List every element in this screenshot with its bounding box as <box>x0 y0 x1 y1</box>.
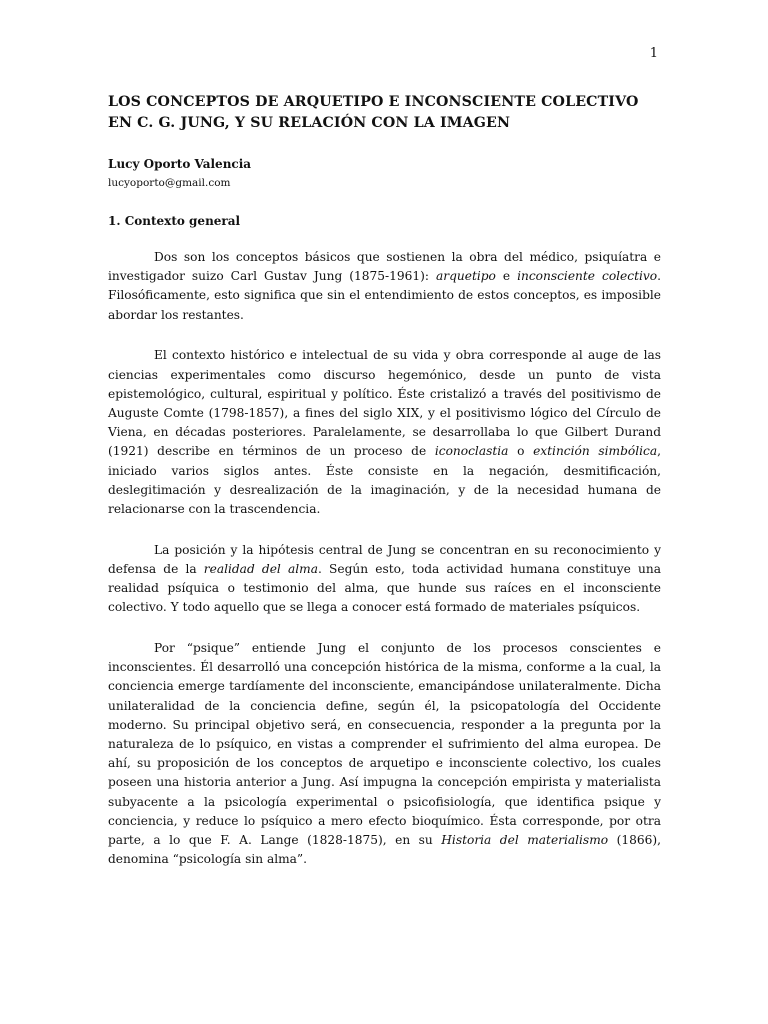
paragraph-4: Por “psique” entiende Jung el conjunto de los procesos conscientes e inconscientes. Él desarrolló una concepción histórica de la misma, conforme a la cual, la conciencia emerge tardíamente del inconsciente, emancipándose unilateralmente. Dicha unilateralidad de la conciencia define, según él, la psicopatología del Occidente moderno. Su principal objetivo será, en consecuencia, responder a la pregunta por la naturaleza de lo psíquico, en vistas a comprender el sufrimiento del alma europea. De ahí, su proposición de los conceptos de arquetipo e inconsciente colectivo, los cuales poseen una historia anterior a Jung. Así impugna la concepción empirista y materialista subyacente a la psicología experimental o psicofisiología, que identifica psique y conciencia, y reduce lo psíquico a mero efecto bioquímico. Ésta corresponde, por otra parte, a lo que F. A. Lange (1828-1875), en su Historia del materialismo (1866), denomina “psicología sin alma”. <box>108 640 661 867</box>
emphasis-iconoclastia: iconoclastia <box>434 444 509 459</box>
author-email: lucyoporto@gmail.com <box>108 177 231 189</box>
document-title: LOS CONCEPTOS DE ARQUETIPO E INCONSCIENTE COLECTIVO EN C. G. JUNG, Y SU RELACIÓN CON LA IMAGEN <box>108 94 639 131</box>
emphasis-historia-del-materialismo: Historia del materialismo <box>441 832 609 847</box>
author-name: Lucy Oporto Valencia <box>108 157 252 171</box>
paragraph-2: El contexto histórico e intelectual de su vida y obra corresponde al auge de las ciencias experimentales como discurso hegemónico, desde un punto de vista epistemológico, cultural, espiritual y político. Éste cristalizó a través del positivismo de Auguste Comte (1798-1857), a fines del siglo XIX, y el positivismo lógico del Círculo de Viena, en décadas posteriores. Paralelamente, se desarrollaba lo que Gilbert Durand (1921) describe en términos de un proceso de iconoclastia o extinción simbólica, iniciado varios siglos antes. Éste consiste en la negación, desmitificación, deslegitimación y desrealización de la imaginación, y de la necesidad humana de relacionarse con la trascendencia. <box>108 348 661 516</box>
paragraph-1: Dos son los conceptos básicos que sostienen la obra del médico, psiquíatra e investigador suizo Carl Gustav Jung (1875-1961): arquetipo e inconsciente colectivo. Filosóficamente, esto significa que sin el entendimiento de estos conceptos, es imposible abordar los restantes. <box>108 250 661 322</box>
section-heading: 1. Contexto general <box>108 214 241 228</box>
emphasis-extincion-simbolica: extinción simbólica <box>533 444 658 459</box>
page-number: 1 <box>649 46 658 61</box>
emphasis-inconsciente-colectivo: inconsciente colectivo <box>517 269 658 284</box>
emphasis-realidad-del-alma: realidad del alma <box>203 561 318 576</box>
paragraph-3: La posición y la hipótesis central de Jung se concentran en su reconocimiento y defensa de la realidad del alma. Según esto, toda actividad humana constituye una realidad psíquica o testimonio del alma, que hunde sus raíces en el inconsciente colectivo. Y todo aquello que se llega a conocer está formado de materiales psíquicos. <box>108 542 661 615</box>
emphasis-arquetipo: arquetipo <box>436 269 496 284</box>
body-text <box>108 248 661 891</box>
